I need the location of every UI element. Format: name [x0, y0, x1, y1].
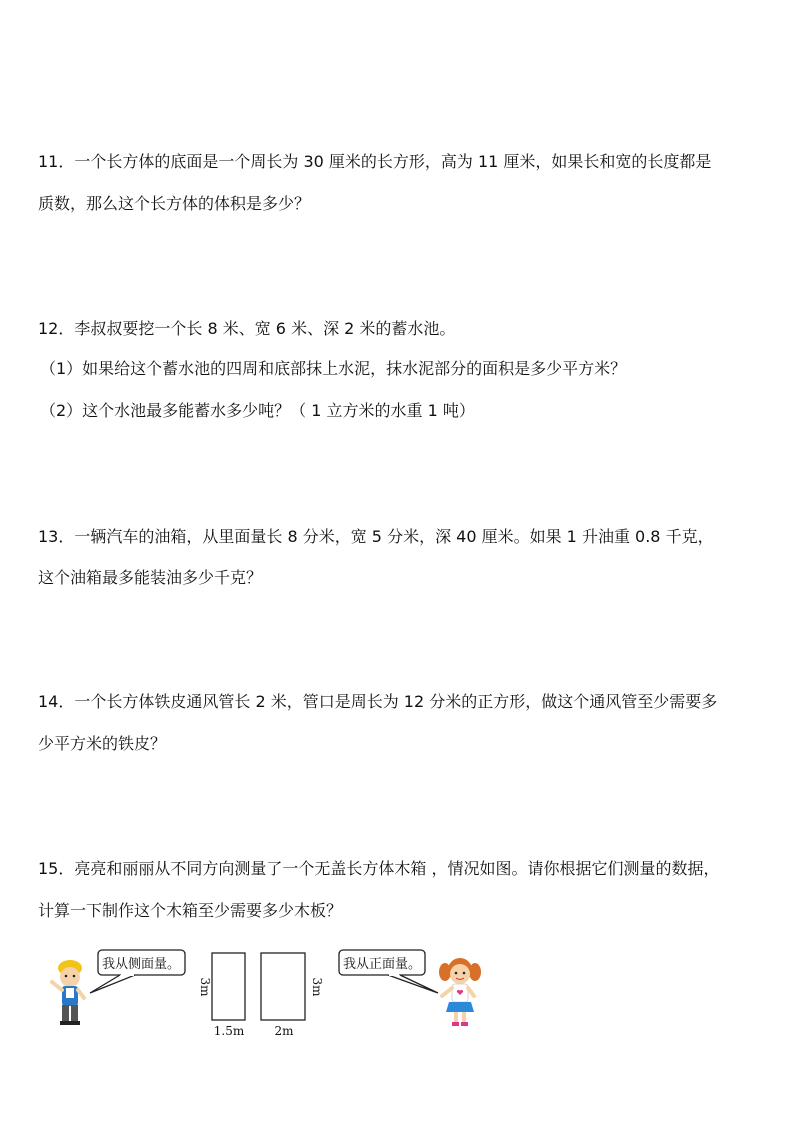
boy-speech-bubble	[90, 950, 185, 993]
q15-line1: 15．亮亮和丽丽从不同方向测量了一个无盖长方体木箱 ，情况如图。请你根据它们测量的数据，	[38, 859, 720, 878]
q11-line1: 11．一个长方体的底面是一个周长为 30 厘米的长方形，高为 11 厘米，如果长和宽的长度都是	[38, 152, 712, 171]
q12-part2: （2）这个水池最多能蓄水多少吨？（ 1 立方米的水重 1 吨）	[40, 401, 475, 420]
girl-speech-bubble	[339, 950, 438, 993]
front-width-label: 2m	[274, 1024, 294, 1038]
front-height-label: 3m	[310, 977, 324, 997]
q13-line2: 这个油箱最多能装油多少千克？	[38, 568, 263, 587]
q15-line2: 计算一下制作这个木箱至少需要多少木板？	[38, 901, 343, 920]
q14-line1: 14．一个长方体铁皮通风管长 2 米，管口是周长为 12 分米的正方形，做这个通风管至少需要多	[38, 692, 718, 711]
q12-part1: （1）如果给这个蓄水池的四周和底部抹上水泥，抹水泥部分的面积是多少平方米？	[40, 359, 627, 378]
side-height-label: 3m	[198, 977, 212, 997]
q12-line1: 12．李叔叔要挖一个长 8 米、宽 6 米、深 2 米的蓄水池。	[38, 319, 456, 338]
q14-line2: 少平方米的铁皮？	[38, 734, 167, 753]
boy-speech-text: 我从侧面量。	[101, 957, 181, 972]
boy-illustration	[52, 960, 84, 1025]
side-width-label: 1.5m	[213, 1024, 245, 1038]
q13-line1: 13．一辆汽车的油箱，从里面量长 8 分米，宽 5 分米，深 40 厘米。如果 1 升油重 0.8 千克，	[38, 527, 714, 546]
front-view-rectangle	[261, 953, 324, 1038]
q11-line2: 质数，那么这个长方体的体积是多少？	[38, 194, 311, 213]
girl-illustration	[439, 958, 481, 1026]
side-view-rectangle	[198, 953, 245, 1038]
girl-speech-text: 我从正面量。	[342, 957, 422, 972]
